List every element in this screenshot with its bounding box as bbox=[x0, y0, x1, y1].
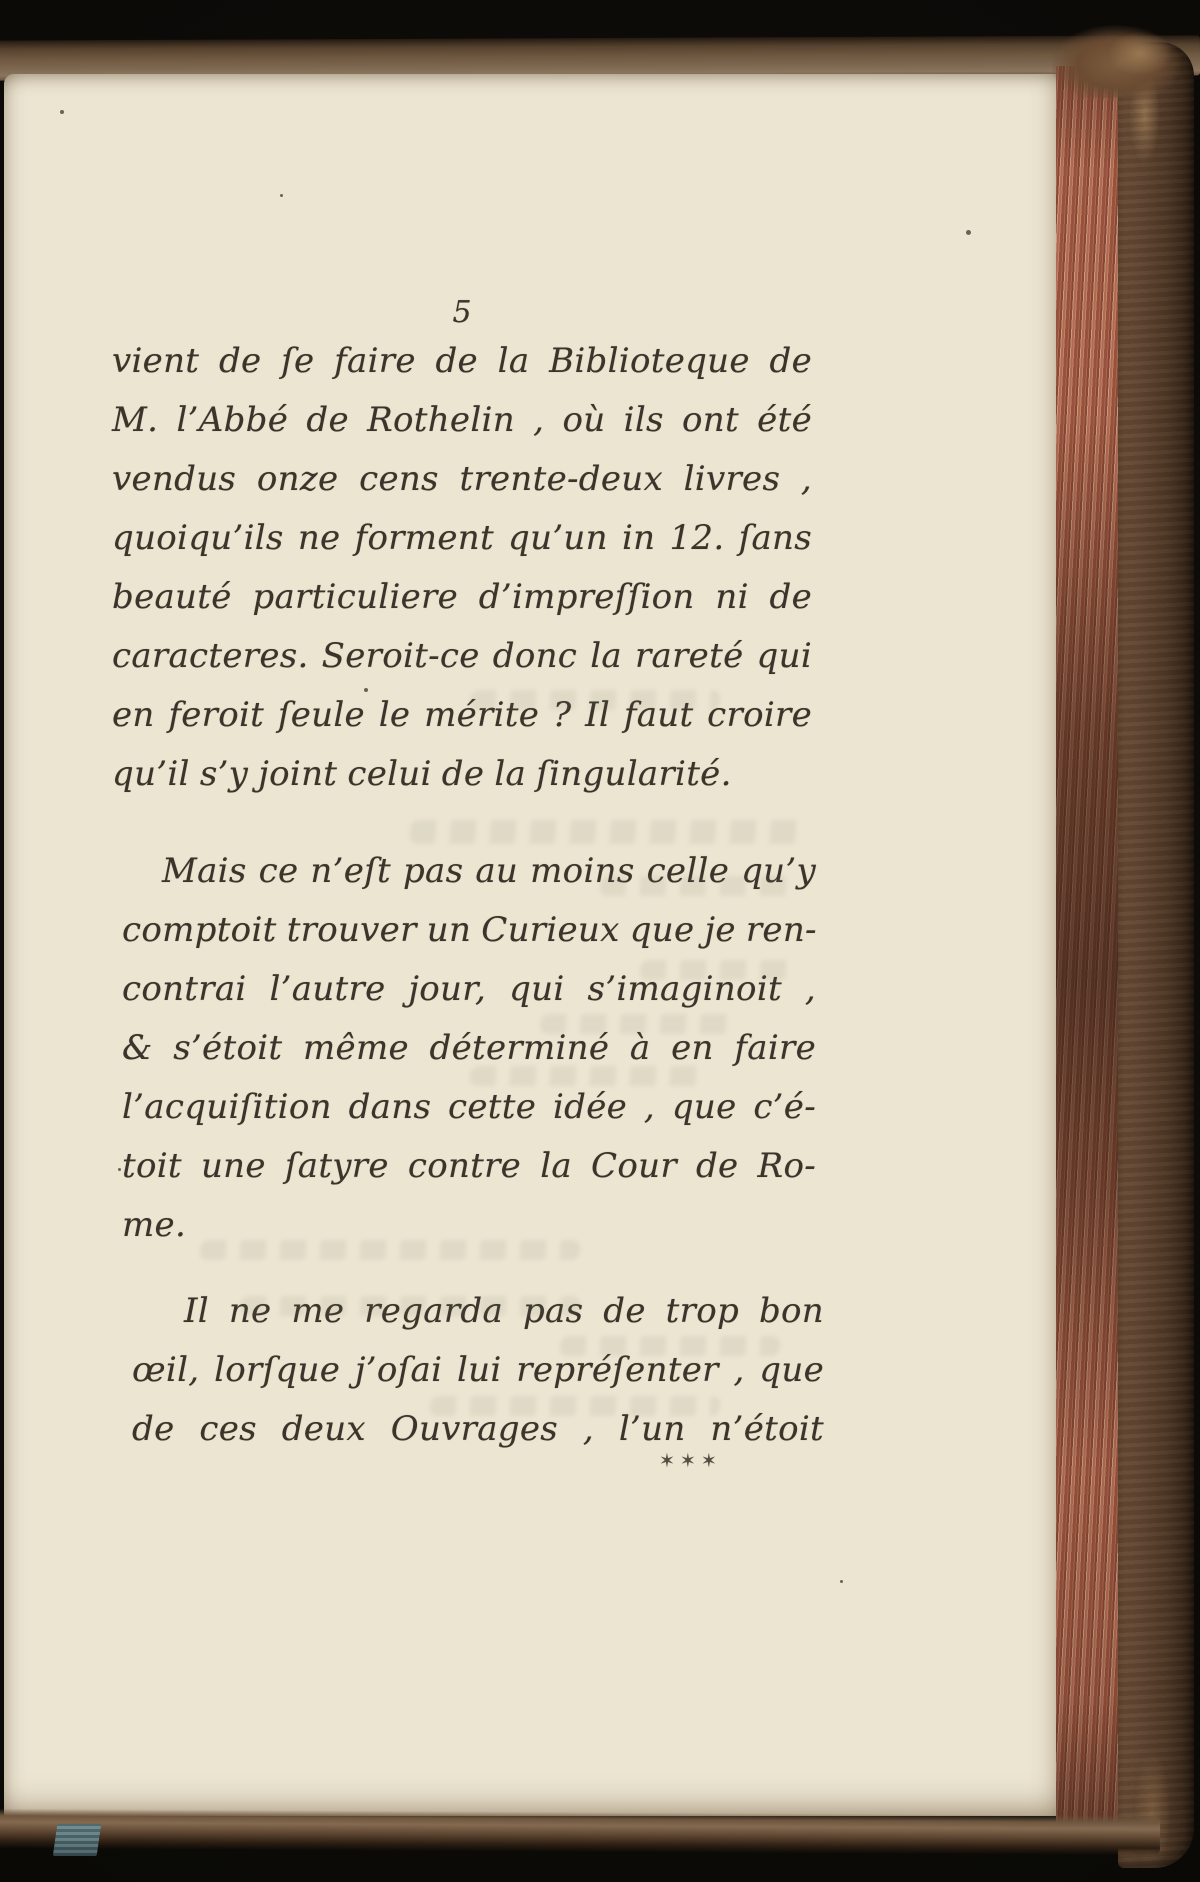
text-line: M. l’Abbé de Rothelin , où ils ont été bbox=[112, 400, 812, 440]
text-line: vendus onze cens trente-deux livres , bbox=[112, 459, 812, 499]
show-through-smudge bbox=[409, 820, 811, 844]
text-line: toit une ſatyre contre la Cour de Ro- bbox=[122, 1146, 816, 1186]
text-line: l’acquiſition dans cette idée , que c’é- bbox=[122, 1087, 816, 1127]
show-through-smudge bbox=[639, 960, 800, 980]
text-line: vient de ſe faire de la Biblioteque de bbox=[112, 341, 812, 381]
text-line: Mais ce n’eſt pas au moins celle qu’y bbox=[162, 851, 816, 891]
book-fore-edge-pages bbox=[1056, 66, 1120, 1822]
text-line: caracteres. Seroit-ce donc la rareté qui bbox=[112, 636, 812, 676]
text-line: quoiqu’ils ne forment qu’un in 12. ſans bbox=[112, 518, 812, 558]
show-through-smudge bbox=[559, 1336, 780, 1356]
foxing-speck bbox=[966, 230, 971, 235]
signature-mark: ✶✶✶ bbox=[659, 1450, 722, 1472]
text-line: en feroit ſeule le mérite ? Il faut croire bbox=[112, 695, 812, 735]
foxing-speck bbox=[280, 194, 283, 197]
text-line: qu’il s’y joint celui de la ſingularité. bbox=[112, 754, 732, 794]
bookmark-ribbon bbox=[53, 1824, 101, 1856]
foxing-speck bbox=[118, 1168, 121, 1171]
foxing-speck bbox=[364, 688, 368, 692]
text-line: beauté particuliere d’impreſſion ni de bbox=[112, 577, 812, 617]
show-through-smudge bbox=[429, 1396, 720, 1416]
book-page bbox=[4, 74, 1060, 1816]
show-through-smudge bbox=[239, 1296, 580, 1316]
text-line: œil, lorſque j’oſai lui repréſenter , que bbox=[132, 1350, 824, 1390]
text-line: & s’étoit même déterminé à en faire bbox=[122, 1028, 816, 1068]
paragraph-1 bbox=[112, 332, 812, 804]
text-line: Il ne me regarda pas de trop bon bbox=[184, 1291, 824, 1331]
paragraph-2 bbox=[122, 842, 816, 1255]
show-through-smudge bbox=[599, 876, 800, 896]
foxing-speck bbox=[60, 110, 64, 114]
show-through-smudge bbox=[469, 1066, 710, 1086]
foxing-speck bbox=[840, 1580, 843, 1583]
text-line: de ces deux Ouvrages , l’un n’étoit bbox=[132, 1409, 824, 1449]
text-line: comptoit trouver un Curieux que je ren- bbox=[122, 910, 817, 950]
book-cover-right bbox=[1118, 42, 1194, 1868]
text-line: me. bbox=[122, 1205, 187, 1245]
book-cover-bottom-edge bbox=[0, 1808, 1160, 1855]
text-line: contrai l’autre jour, qui s’imaginoit , bbox=[122, 969, 816, 1009]
worn-leather-corner bbox=[1052, 24, 1194, 98]
show-through-smudge bbox=[539, 1014, 740, 1034]
show-through-smudge bbox=[199, 1240, 580, 1260]
page-number: 5 bbox=[452, 295, 472, 330]
show-through-smudge bbox=[469, 690, 720, 710]
